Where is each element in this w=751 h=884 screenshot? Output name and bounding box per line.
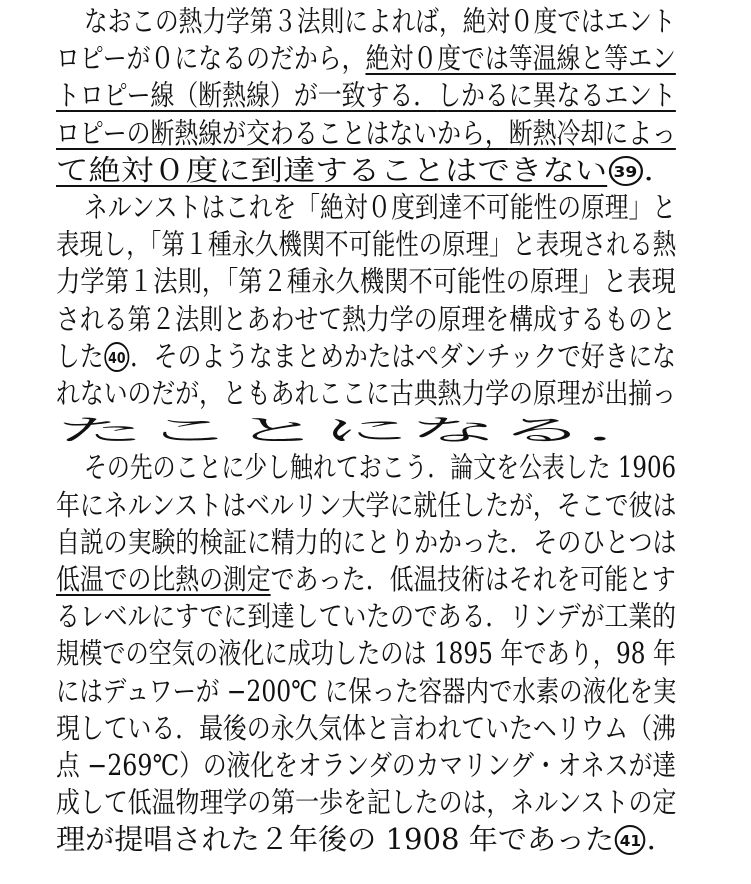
text-span: 年にネルンストはベルリン大学に就任したが，そこで彼は	[56, 488, 677, 522]
text-line	[56, 634, 676, 674]
text-line	[56, 411, 674, 451]
text-line	[56, 783, 676, 823]
text-span: 理が提唱された２年後の 1908 年であった	[56, 823, 615, 857]
text-span: ネルンストはこれを「絶対０度到達不可能性の原理」と	[84, 191, 676, 224]
underlined-text: 低温での比熱の測定	[56, 563, 271, 596]
text-span: 自説の実験的検証に精力的にとりかかった．そのひとつは	[56, 525, 677, 559]
text-line	[56, 820, 676, 860]
text-line	[56, 262, 676, 302]
text-line	[56, 672, 676, 712]
text-line	[56, 746, 676, 786]
text-line	[84, 448, 676, 488]
text-span: ．	[643, 153, 677, 187]
text-span: される第２法則とあわせて熱力学の原理を構成するものと	[56, 302, 677, 336]
underlined-text: 断熱冷却によっ	[508, 116, 676, 150]
text-span: であった．低温技術はそれを可能とす	[270, 563, 676, 596]
footnote-ref-marker: 39	[608, 156, 642, 186]
text-line	[56, 76, 676, 116]
text-span: 点 −269℃）の液化をオランダのカマリング・オネスが達	[56, 749, 677, 782]
text-line	[56, 151, 676, 191]
text-span: その先のことに少し触れておこう．論文を公表した 1906	[84, 451, 677, 485]
text-line	[56, 709, 676, 749]
text-line	[56, 597, 676, 637]
text-line	[56, 560, 676, 600]
text-span: ロピーが０になるのだから，	[56, 42, 366, 76]
text-line	[56, 374, 676, 414]
underlined-text: しかるに異なるエント	[437, 79, 676, 113]
text-line	[56, 486, 676, 526]
text-line	[56, 337, 676, 377]
text-span: なおこの熱力学第３法則によれば，絶対０度ではエント	[84, 5, 676, 38]
text-span: ．そのようなまとめかたはペダンチックで好きにな	[130, 339, 676, 373]
text-span: した	[56, 339, 104, 373]
text-line	[84, 2, 676, 42]
text-span: にはデュワーが −200℃ に保った容器内で水素の液化を実	[56, 674, 677, 708]
text-span: 表現し，「第１種永久機関不可能性の原理」と表現される熱	[56, 228, 677, 262]
underlined-text: トロピー線（断熱線）が一致する．	[56, 79, 438, 113]
text-span: 成して低温物理学の第一歩を記したのは，ネルンストの定	[56, 786, 677, 820]
text-line	[56, 523, 676, 563]
footnote-ref-marker: 41	[615, 825, 646, 855]
text-line	[56, 39, 676, 79]
text-span: れないのだが，ともあれここに古典熱力学の原理が出揃っ	[56, 377, 677, 410]
text-span: ．	[646, 823, 676, 857]
footnote-ref-marker: 40	[104, 342, 129, 372]
text-line	[56, 114, 676, 154]
underlined-text: ロピーの断熱線が交わることはないから，	[56, 116, 509, 150]
underlined-text: て絶対０度に到達することはできない	[56, 153, 608, 187]
text-span: たことになる．	[56, 414, 675, 448]
text-span: 力学第１法則，「第２種永久機関不可能性の原理」と表現	[56, 265, 676, 299]
text-span: 現している．最後の永久気体と言われていたヘリウム（沸	[56, 711, 676, 745]
text-span: 規模での空気の液化に成功したのは 1895 年であり，98 年	[56, 637, 677, 671]
text-line	[56, 300, 676, 340]
text-line	[84, 188, 676, 228]
text-line	[56, 225, 676, 265]
text-span: るレベルにすでに到達していたのである．リンデが工業的	[56, 600, 676, 634]
underlined-text: 絶対０度では等温線と等エン	[365, 42, 676, 76]
